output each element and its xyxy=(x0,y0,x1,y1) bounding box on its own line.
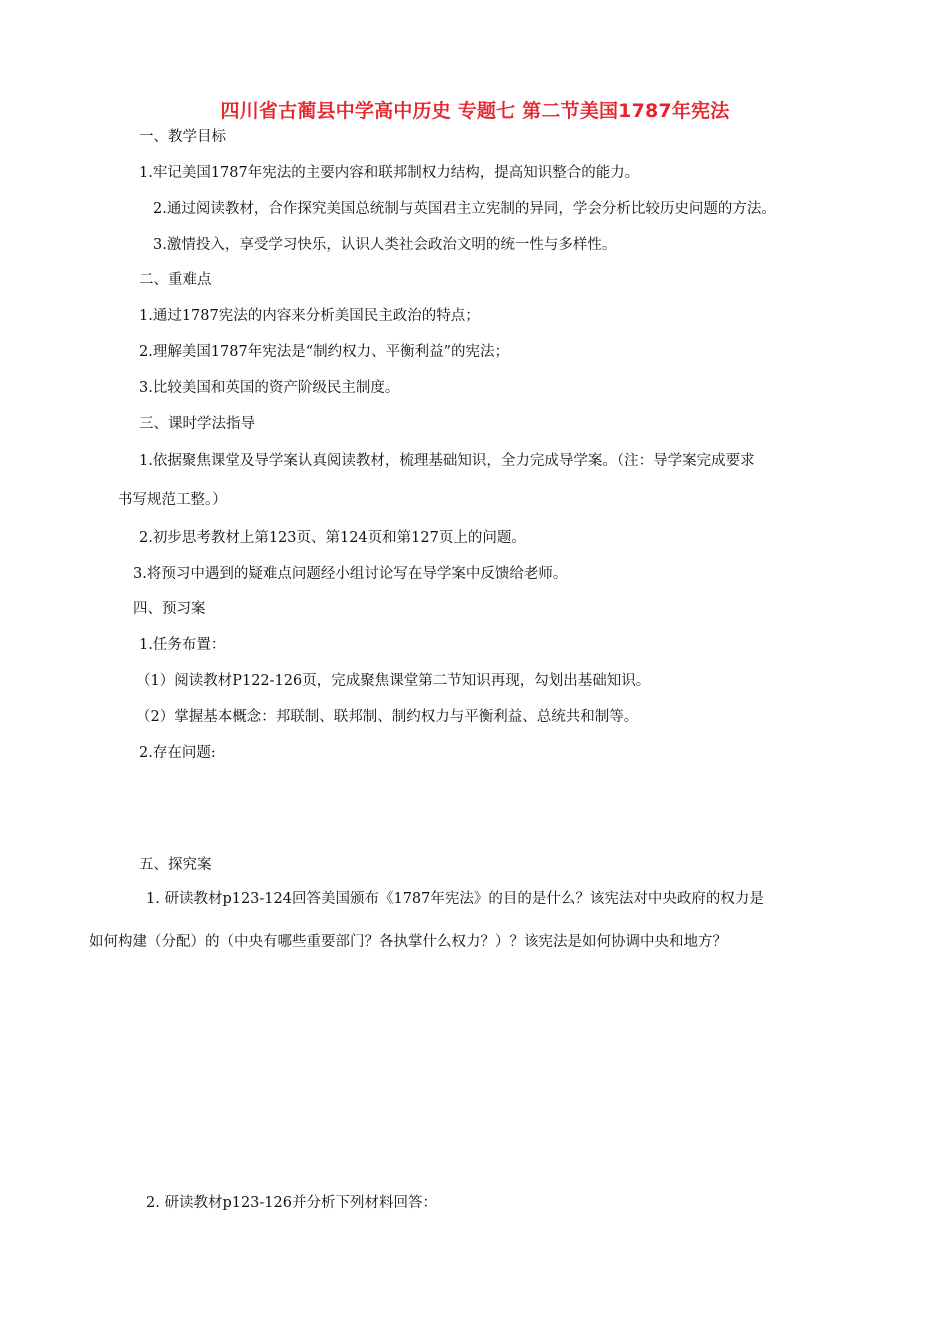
study-guide-item-3: 3.将预习中遇到的疑难点问题经小组讨论写在导学案中反馈给老师。 xyxy=(133,566,568,582)
preview-item-2: 2.存在问题: xyxy=(139,745,216,761)
preview-item-1: 1.任务布置： xyxy=(139,637,226,653)
study-guide-item-2: 2.初步思考教材上第123页、第124页和第127页上的问题。 xyxy=(139,530,526,546)
inquiry-question-2: 2. 研读教材p123-126并分析下列材料回答： xyxy=(146,1195,437,1211)
section-heading-objectives: 一、教学目标 xyxy=(139,129,226,145)
key-point-item-3: 3.比较美国和英国的资产阶级民主制度。 xyxy=(139,380,400,396)
preview-item-1-sub-2: （2）掌握基本概念：邦联制、联邦制、制约权力与平衡利益、总统共和制等。 xyxy=(136,709,639,725)
document-title: 四川省古蔺县中学高中历史 专题七 第二节美国1787年宪法 xyxy=(220,100,730,122)
section-heading-key-points: 二、重难点 xyxy=(139,272,212,288)
objective-item-1: 1.牢记美国1787年宪法的主要内容和联邦制权力结构，提高知识整合的能力。 xyxy=(139,165,640,181)
section-heading-study-guide: 三、课时学法指导 xyxy=(139,416,255,432)
key-point-item-1: 1.通过1787宪法的内容来分析美国民主政治的特点； xyxy=(139,308,480,324)
study-guide-item-1-continued: 书写规范工整。） xyxy=(118,492,227,508)
objective-item-3: 3.激情投入，享受学习快乐，认识人类社会政治文明的统一性与多样性。 xyxy=(153,237,617,253)
objective-item-2: 2.通过阅读教材，合作探究美国总统制与英国君主立宪制的异同，学会分析比较历史问题的方法。 xyxy=(153,201,776,217)
inquiry-question-1-continued: 如何构建（分配）的（中央有哪些重要部门？各执掌什么权力？）？该宪法是如何协调中央和地方？ xyxy=(89,934,727,950)
preview-item-1-sub-1: （1）阅读教材P122-126页，完成聚焦课堂第二节知识再现，勾划出基础知识。 xyxy=(136,673,651,689)
section-heading-preview: 四、预习案 xyxy=(133,601,206,617)
study-guide-item-1: 1.依据聚焦课堂及导学案认真阅读教材，梳理基础知识，全力完成导学案。（注：导学案完成要求 xyxy=(139,453,755,469)
inquiry-question-1: 1. 研读教材p123-124回答美国颁布《1787年宪法》的目的是什么？该宪法对中央政府的权力是 xyxy=(146,891,764,907)
key-point-item-2: 2.理解美国1787年宪法是“制约权力、平衡利益”的宪法； xyxy=(139,344,510,360)
section-heading-inquiry: 五、探究案 xyxy=(139,857,212,873)
